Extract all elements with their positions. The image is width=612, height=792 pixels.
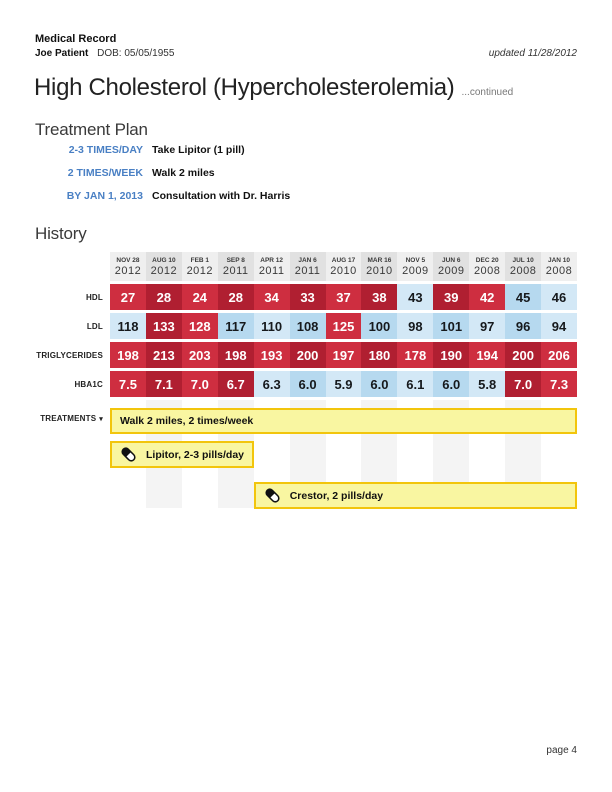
date-year: 2008 [509, 264, 537, 277]
condition-title-row [34, 74, 513, 102]
date-month-day: DEC 20 [475, 256, 499, 264]
history-cell: 7.5 [110, 371, 146, 397]
date-column-header [254, 252, 290, 281]
treatments-disclosure-icon: ▾ [99, 415, 103, 423]
history-cell: 133 [146, 313, 182, 339]
history-cell: 190 [433, 342, 469, 368]
doc-type-label: Medical Record [35, 33, 117, 45]
date-month-day: NOV 5 [405, 256, 426, 264]
patient-dob: DOB: 05/05/1955 [97, 48, 175, 59]
treatments-label-text: TREATMENTS [40, 414, 97, 423]
treatment-description: Consultation with Dr. Harris [152, 190, 291, 202]
date-month-day: AUG 10 [152, 256, 176, 264]
date-column-header [397, 252, 433, 281]
history-cell: 194 [469, 342, 505, 368]
history-cell: 180 [361, 342, 397, 368]
history-cell: 213 [146, 342, 182, 368]
treatment-plan-item [35, 190, 290, 204]
history-cell: 128 [182, 313, 218, 339]
history-cell: 6.3 [254, 371, 290, 397]
history-cell: 110 [254, 313, 290, 339]
date-column-header [361, 252, 397, 281]
date-year: 2011 [222, 264, 249, 277]
treatment-bar [110, 441, 254, 468]
pill-icon [264, 487, 281, 504]
treatment-bar-text: Walk 2 miles, 2 times/week [120, 415, 254, 427]
history-cell: 94 [541, 313, 577, 339]
date-year: 2009 [402, 264, 429, 277]
date-year: 2010 [366, 264, 393, 277]
history-cell: 27 [110, 284, 146, 310]
date-column-header [326, 252, 362, 281]
treatment-plan-heading: Treatment Plan [35, 120, 148, 139]
history-row [110, 284, 577, 310]
history-cell: 6.0 [433, 371, 469, 397]
updated-date: updated 11/28/2012 [488, 48, 577, 59]
date-year: 2010 [330, 264, 357, 277]
date-month-day: SEP 8 [226, 256, 245, 264]
history-cell: 200 [505, 342, 541, 368]
date-year: 2011 [294, 264, 321, 277]
history-cell: 108 [290, 313, 326, 339]
date-year: 2008 [545, 264, 573, 277]
date-column-header [290, 252, 326, 281]
history-cell: 197 [326, 342, 362, 368]
date-month-day: JAN 6 [298, 256, 317, 264]
treatment-description: Take Lipitor (1 pill) [152, 144, 245, 156]
history-cell: 97 [469, 313, 505, 339]
treatment-frequency: 2 TIMES/WEEK [67, 167, 143, 179]
history-cell: 125 [326, 313, 362, 339]
history-cell: 5.9 [326, 371, 362, 397]
treatment-plan-item [35, 144, 245, 158]
row-label-hdl: HDL [85, 292, 103, 302]
patient-line [35, 48, 577, 59]
history-heading: History [35, 224, 87, 243]
history-cell: 37 [326, 284, 362, 310]
history-cell: 24 [182, 284, 218, 310]
date-year: 2011 [258, 264, 285, 277]
history-cell: 198 [218, 342, 254, 368]
history-cell: 206 [541, 342, 577, 368]
history-row [110, 371, 577, 397]
history-cell: 118 [110, 313, 146, 339]
date-month-day: JAN 10 [548, 256, 571, 264]
history-cell: 98 [397, 313, 433, 339]
history-cell: 7.0 [505, 371, 541, 397]
date-column-header [218, 252, 254, 281]
treatment-frequency: 2-3 TIMES/DAY [68, 144, 143, 156]
date-month-day: NOV 28 [116, 256, 140, 264]
history-cell: 7.3 [541, 371, 577, 397]
history-cell: 46 [541, 284, 577, 310]
date-column-header [182, 252, 218, 281]
date-month-day: JUL 10 [512, 256, 534, 264]
treatment-bar-text: Lipitor, 2-3 pills/day [146, 448, 245, 461]
row-label-hba1c: HBA1C [74, 379, 103, 389]
history-cell: 28 [218, 284, 254, 310]
history-cell: 198 [110, 342, 146, 368]
pill-icon [264, 487, 281, 504]
page-number: page 4 [546, 745, 577, 756]
pill-icon [120, 446, 137, 463]
date-month-day: JUN 6 [442, 256, 461, 264]
history-cell: 203 [182, 342, 218, 368]
date-year: 2009 [438, 264, 465, 277]
treatment-bar [254, 482, 577, 509]
date-column-header [541, 252, 577, 281]
history-row [110, 313, 577, 339]
history-cell: 7.1 [146, 371, 182, 397]
patient-name: Joe Patient [35, 48, 89, 59]
treatment-bar-text: Crestor, 2 pills/day [289, 489, 384, 502]
history-cell: 33 [290, 284, 326, 310]
history-cell: 7.0 [182, 371, 218, 397]
treatment-plan-item [35, 167, 215, 181]
history-cell: 6.1 [397, 371, 433, 397]
date-year: 2012 [186, 264, 214, 277]
history-cell: 178 [397, 342, 433, 368]
history-cell: 96 [505, 313, 541, 339]
history-cell: 45 [505, 284, 541, 310]
history-date-header-row [110, 252, 577, 281]
date-column-header [146, 252, 182, 281]
date-month-day: AUG 17 [331, 256, 356, 264]
history-cell: 39 [433, 284, 469, 310]
history-cell: 42 [469, 284, 505, 310]
date-column-header [433, 252, 469, 281]
history-cell: 200 [290, 342, 326, 368]
history-cell: 6.0 [290, 371, 326, 397]
page-title: High Cholesterol (Hypercholesterolemia) [34, 74, 455, 101]
history-cell: 43 [397, 284, 433, 310]
treatment-bar [110, 408, 577, 434]
history-cell: 101 [433, 313, 469, 339]
treatments-label[interactable] [0, 414, 103, 423]
history-cell: 38 [361, 284, 397, 310]
date-year: 2008 [473, 264, 501, 277]
date-column-header [110, 252, 146, 281]
history-cell: 100 [361, 313, 397, 339]
history-cell: 193 [254, 342, 290, 368]
row-label-ldl: LDL [86, 321, 103, 331]
treatment-frequency: BY JAN 1, 2013 [66, 190, 143, 202]
date-year: 2012 [150, 264, 178, 277]
pill-icon [120, 446, 137, 463]
title-continued: ...continued [461, 87, 514, 98]
date-month-day: APR 12 [260, 256, 284, 264]
history-cell: 34 [254, 284, 290, 310]
treatment-description: Walk 2 miles [152, 167, 215, 179]
row-label-triglycerides: TRIGLYCERIDES [36, 350, 103, 360]
history-cell: 6.0 [361, 371, 397, 397]
date-column-header [505, 252, 541, 281]
history-cell: 5.8 [469, 371, 505, 397]
date-year: 2012 [114, 264, 142, 277]
history-cell: 28 [146, 284, 182, 310]
date-column-header [469, 252, 505, 281]
date-month-day: FEB 1 [190, 256, 210, 264]
history-row [110, 342, 577, 368]
history-cell: 6.7 [218, 371, 254, 397]
date-month-day: MAR 16 [367, 256, 392, 264]
history-cell: 117 [218, 313, 254, 339]
